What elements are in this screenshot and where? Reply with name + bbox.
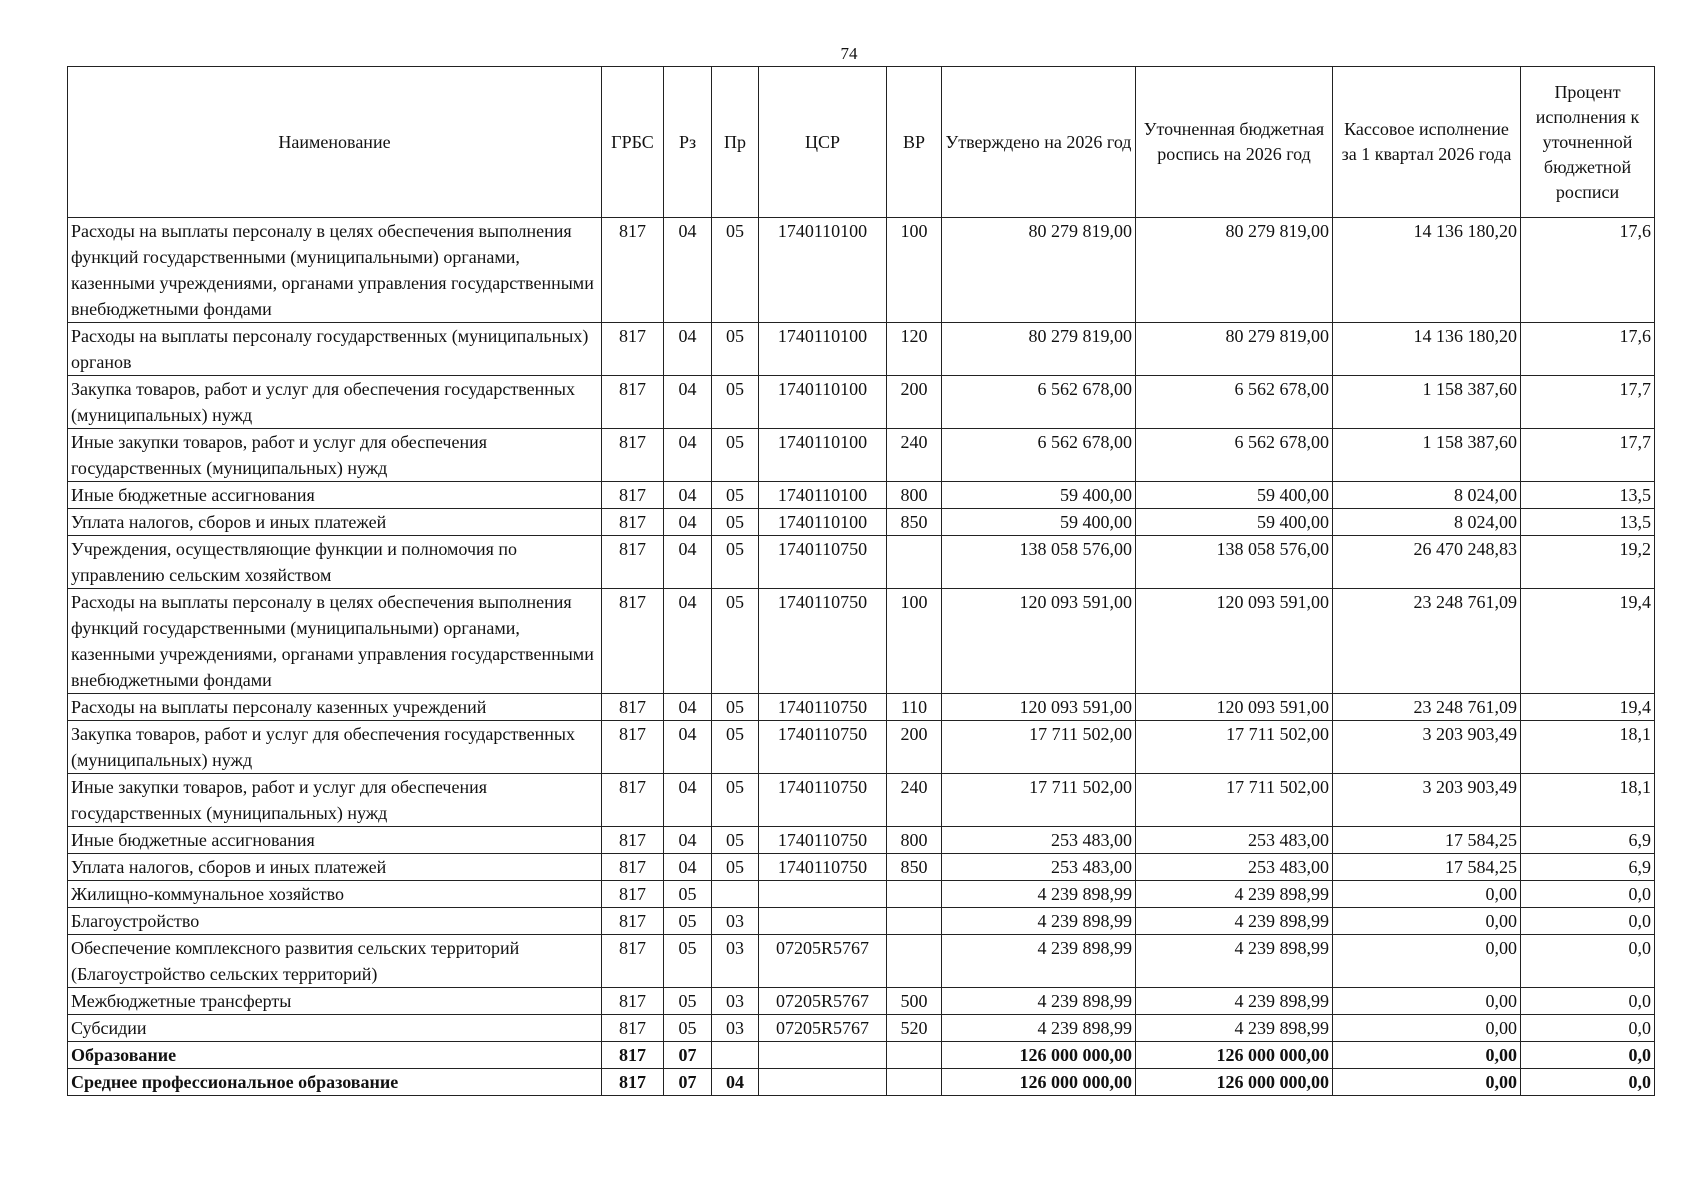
cell-rz: 04 (664, 694, 712, 721)
cell-grbs: 817 (602, 376, 664, 429)
cell-rz: 04 (664, 827, 712, 854)
cell-csr: 1740110100 (759, 509, 887, 536)
cell-pr: 03 (712, 935, 759, 988)
cell-name: Закупка товаров, работ и услуг для обеспечения государственных (муниципальных) нужд (68, 376, 602, 429)
cell-refined: 126 000 000,00 (1136, 1069, 1333, 1096)
cell-percent: 0,0 (1521, 1015, 1655, 1042)
cell-vr (887, 935, 942, 988)
cell-refined: 4 239 898,99 (1136, 1015, 1333, 1042)
cell-approved: 120 093 591,00 (942, 589, 1136, 694)
cell-grbs: 817 (602, 908, 664, 935)
cell-percent: 17,7 (1521, 376, 1655, 429)
cell-cash: 0,00 (1333, 881, 1521, 908)
cell-csr: 1740110750 (759, 536, 887, 589)
cell-refined: 138 058 576,00 (1136, 536, 1333, 589)
cell-rz: 04 (664, 323, 712, 376)
cell-refined: 4 239 898,99 (1136, 881, 1333, 908)
cell-csr: 1740110750 (759, 774, 887, 827)
cell-grbs: 817 (602, 589, 664, 694)
cell-pr: 05 (712, 589, 759, 694)
cell-percent: 18,1 (1521, 721, 1655, 774)
cell-grbs: 817 (602, 1042, 664, 1069)
cell-csr (759, 908, 887, 935)
table-row (68, 536, 1655, 589)
table-row (68, 988, 1655, 1015)
cell-rz: 07 (664, 1069, 712, 1096)
cell-vr: 850 (887, 854, 942, 881)
table-row (68, 854, 1655, 881)
cell-name: Расходы на выплаты персоналу в целях обеспечения выполнения функций государственными (муниципальными) органами, казенными учреждениями, органами управления государственными внебюджетными фондами (68, 589, 602, 694)
table-row (68, 429, 1655, 482)
cell-csr (759, 1042, 887, 1069)
header-cash: Кассовое исполнение за 1 квартал 2026 года (1333, 67, 1521, 218)
cell-name: Расходы на выплаты персоналу государственных (муниципальных) органов (68, 323, 602, 376)
cell-csr: 1740110100 (759, 482, 887, 509)
cell-percent: 19,4 (1521, 589, 1655, 694)
cell-vr: 120 (887, 323, 942, 376)
cell-rz: 05 (664, 988, 712, 1015)
cell-cash: 0,00 (1333, 1042, 1521, 1069)
cell-name: Закупка товаров, работ и услуг для обеспечения государственных (муниципальных) нужд (68, 721, 602, 774)
table-row (68, 376, 1655, 429)
cell-percent: 0,0 (1521, 908, 1655, 935)
cell-csr: 07205R5767 (759, 935, 887, 988)
cell-pr: 03 (712, 988, 759, 1015)
cell-approved: 17 711 502,00 (942, 774, 1136, 827)
cell-vr (887, 1042, 942, 1069)
cell-vr (887, 908, 942, 935)
cell-cash: 17 584,25 (1333, 827, 1521, 854)
cell-percent: 17,6 (1521, 323, 1655, 376)
table-row (68, 827, 1655, 854)
cell-cash: 0,00 (1333, 908, 1521, 935)
cell-pr: 04 (712, 1069, 759, 1096)
cell-rz: 05 (664, 881, 712, 908)
cell-percent: 13,5 (1521, 509, 1655, 536)
header-name: Наименование (68, 67, 602, 218)
cell-refined: 253 483,00 (1136, 827, 1333, 854)
cell-csr: 1740110100 (759, 218, 887, 323)
cell-cash: 17 584,25 (1333, 854, 1521, 881)
table-row (68, 323, 1655, 376)
cell-vr: 800 (887, 482, 942, 509)
table-row (68, 218, 1655, 323)
cell-vr: 850 (887, 509, 942, 536)
cell-pr: 05 (712, 429, 759, 482)
table-row (68, 509, 1655, 536)
cell-refined: 4 239 898,99 (1136, 908, 1333, 935)
cell-cash: 14 136 180,20 (1333, 218, 1521, 323)
cell-cash: 14 136 180,20 (1333, 323, 1521, 376)
cell-rz: 04 (664, 721, 712, 774)
cell-rz: 04 (664, 854, 712, 881)
cell-vr (887, 536, 942, 589)
cell-percent: 6,9 (1521, 827, 1655, 854)
cell-refined: 120 093 591,00 (1136, 694, 1333, 721)
header-approved: Утверждено на 2026 год (942, 67, 1136, 218)
cell-grbs: 817 (602, 935, 664, 988)
cell-csr: 1740110750 (759, 854, 887, 881)
cell-approved: 59 400,00 (942, 509, 1136, 536)
cell-percent: 0,0 (1521, 988, 1655, 1015)
cell-vr: 100 (887, 218, 942, 323)
cell-percent: 17,7 (1521, 429, 1655, 482)
cell-pr: 05 (712, 218, 759, 323)
cell-grbs: 817 (602, 721, 664, 774)
table-row (68, 774, 1655, 827)
cell-refined: 253 483,00 (1136, 854, 1333, 881)
cell-vr (887, 881, 942, 908)
cell-name: Уплата налогов, сборов и иных платежей (68, 854, 602, 881)
cell-approved: 4 239 898,99 (942, 1015, 1136, 1042)
cell-grbs: 817 (602, 429, 664, 482)
cell-name: Иные бюджетные ассигнования (68, 482, 602, 509)
header-refined: Уточненная бюджетная роспись на 2026 год (1136, 67, 1333, 218)
cell-refined: 17 711 502,00 (1136, 774, 1333, 827)
cell-csr (759, 881, 887, 908)
cell-vr: 240 (887, 774, 942, 827)
cell-name: Межбюджетные трансферты (68, 988, 602, 1015)
cell-percent: 18,1 (1521, 774, 1655, 827)
cell-grbs: 817 (602, 827, 664, 854)
cell-grbs: 817 (602, 854, 664, 881)
cell-rz: 04 (664, 589, 712, 694)
cell-rz: 05 (664, 1015, 712, 1042)
cell-rz: 07 (664, 1042, 712, 1069)
cell-csr: 1740110100 (759, 429, 887, 482)
cell-grbs: 817 (602, 482, 664, 509)
cell-pr: 03 (712, 1015, 759, 1042)
cell-csr: 1740110750 (759, 694, 887, 721)
table-row (68, 1069, 1655, 1096)
cell-csr: 07205R5767 (759, 988, 887, 1015)
cell-grbs: 817 (602, 988, 664, 1015)
cell-rz: 04 (664, 429, 712, 482)
cell-vr: 100 (887, 589, 942, 694)
cell-cash: 1 158 387,60 (1333, 429, 1521, 482)
cell-percent: 17,6 (1521, 218, 1655, 323)
cell-refined: 6 562 678,00 (1136, 376, 1333, 429)
cell-rz: 04 (664, 218, 712, 323)
cell-percent: 0,0 (1521, 935, 1655, 988)
cell-pr: 05 (712, 536, 759, 589)
cell-name: Иные бюджетные ассигнования (68, 827, 602, 854)
cell-grbs: 817 (602, 509, 664, 536)
cell-pr: 05 (712, 509, 759, 536)
cell-pr: 05 (712, 854, 759, 881)
cell-vr: 110 (887, 694, 942, 721)
table-row (68, 1015, 1655, 1042)
cell-vr (887, 1069, 942, 1096)
cell-grbs: 817 (602, 774, 664, 827)
cell-grbs: 817 (602, 1069, 664, 1096)
cell-name: Благоустройство (68, 908, 602, 935)
header-grbs: ГРБС (602, 67, 664, 218)
cell-refined: 59 400,00 (1136, 509, 1333, 536)
cell-approved: 6 562 678,00 (942, 376, 1136, 429)
cell-refined: 4 239 898,99 (1136, 988, 1333, 1015)
cell-approved: 4 239 898,99 (942, 908, 1136, 935)
cell-refined: 4 239 898,99 (1136, 935, 1333, 988)
cell-rz: 04 (664, 509, 712, 536)
cell-percent: 6,9 (1521, 854, 1655, 881)
cell-grbs: 817 (602, 694, 664, 721)
cell-grbs: 817 (602, 1015, 664, 1042)
cell-percent: 19,2 (1521, 536, 1655, 589)
table-body (68, 218, 1655, 1096)
cell-approved: 6 562 678,00 (942, 429, 1136, 482)
cell-vr: 200 (887, 376, 942, 429)
cell-grbs: 817 (602, 218, 664, 323)
cell-pr: 03 (712, 908, 759, 935)
cell-approved: 59 400,00 (942, 482, 1136, 509)
cell-vr: 240 (887, 429, 942, 482)
cell-grbs: 817 (602, 536, 664, 589)
cell-name: Среднее профессиональное образование (68, 1069, 602, 1096)
cell-approved: 253 483,00 (942, 827, 1136, 854)
cell-percent: 19,4 (1521, 694, 1655, 721)
cell-rz: 05 (664, 935, 712, 988)
cell-name: Иные закупки товаров, работ и услуг для обеспечения государственных (муниципальных) нужд (68, 774, 602, 827)
cell-percent: 13,5 (1521, 482, 1655, 509)
cell-rz: 04 (664, 482, 712, 509)
cell-rz: 05 (664, 908, 712, 935)
cell-rz: 04 (664, 376, 712, 429)
cell-grbs: 817 (602, 881, 664, 908)
cell-pr: 05 (712, 694, 759, 721)
cell-pr (712, 881, 759, 908)
cell-name: Расходы на выплаты персоналу в целях обеспечения выполнения функций государственными (муниципальными) органами, казенными учреждениями, органами управления государственными внебюджетными фондами (68, 218, 602, 323)
cell-vr: 800 (887, 827, 942, 854)
cell-cash: 1 158 387,60 (1333, 376, 1521, 429)
cell-pr (712, 1042, 759, 1069)
cell-approved: 126 000 000,00 (942, 1042, 1136, 1069)
cell-percent: 0,0 (1521, 881, 1655, 908)
cell-cash: 0,00 (1333, 1069, 1521, 1096)
header-csr: ЦСР (759, 67, 887, 218)
cell-name: Иные закупки товаров, работ и услуг для обеспечения государственных (муниципальных) нужд (68, 429, 602, 482)
cell-cash: 8 024,00 (1333, 509, 1521, 536)
cell-approved: 4 239 898,99 (942, 881, 1136, 908)
cell-percent: 0,0 (1521, 1042, 1655, 1069)
cell-refined: 80 279 819,00 (1136, 218, 1333, 323)
cell-approved: 80 279 819,00 (942, 218, 1136, 323)
cell-name: Обеспечение комплексного развития сельских территорий (Благоустройство сельских территорий) (68, 935, 602, 988)
header-vr: ВР (887, 67, 942, 218)
cell-refined: 17 711 502,00 (1136, 721, 1333, 774)
cell-cash: 3 203 903,49 (1333, 721, 1521, 774)
cell-rz: 04 (664, 774, 712, 827)
cell-cash: 0,00 (1333, 935, 1521, 988)
table-row (68, 589, 1655, 694)
header-pr: Пр (712, 67, 759, 218)
cell-name: Учреждения, осуществляющие функции и полномочия по управлению сельским хозяйством (68, 536, 602, 589)
cell-vr: 520 (887, 1015, 942, 1042)
cell-name: Субсидии (68, 1015, 602, 1042)
cell-approved: 17 711 502,00 (942, 721, 1136, 774)
cell-refined: 59 400,00 (1136, 482, 1333, 509)
cell-cash: 23 248 761,09 (1333, 589, 1521, 694)
table-row (68, 908, 1655, 935)
cell-csr: 1740110750 (759, 589, 887, 694)
cell-csr: 1740110100 (759, 376, 887, 429)
cell-csr: 1740110750 (759, 827, 887, 854)
cell-approved: 80 279 819,00 (942, 323, 1136, 376)
page-number: 74 (840, 44, 858, 63)
cell-pr: 05 (712, 721, 759, 774)
cell-approved: 120 093 591,00 (942, 694, 1136, 721)
cell-approved: 253 483,00 (942, 854, 1136, 881)
budget-execution-table (67, 66, 1655, 1096)
cell-approved: 4 239 898,99 (942, 988, 1136, 1015)
cell-csr: 1740110100 (759, 323, 887, 376)
cell-percent: 0,0 (1521, 1069, 1655, 1096)
cell-cash: 3 203 903,49 (1333, 774, 1521, 827)
cell-name: Уплата налогов, сборов и иных платежей (68, 509, 602, 536)
cell-name: Образование (68, 1042, 602, 1069)
cell-pr: 05 (712, 482, 759, 509)
cell-pr: 05 (712, 827, 759, 854)
table-row (68, 694, 1655, 721)
cell-csr: 07205R5767 (759, 1015, 887, 1042)
cell-cash: 0,00 (1333, 988, 1521, 1015)
cell-name: Расходы на выплаты персоналу казенных учреждений (68, 694, 602, 721)
cell-approved: 4 239 898,99 (942, 935, 1136, 988)
table-row (68, 1042, 1655, 1069)
cell-cash: 23 248 761,09 (1333, 694, 1521, 721)
table-header-row (68, 67, 1655, 218)
table-row (68, 721, 1655, 774)
cell-pr: 05 (712, 323, 759, 376)
cell-rz: 04 (664, 536, 712, 589)
cell-refined: 80 279 819,00 (1136, 323, 1333, 376)
cell-approved: 126 000 000,00 (942, 1069, 1136, 1096)
table-row (68, 482, 1655, 509)
cell-approved: 138 058 576,00 (942, 536, 1136, 589)
cell-csr (759, 1069, 887, 1096)
cell-vr: 500 (887, 988, 942, 1015)
cell-grbs: 817 (602, 323, 664, 376)
cell-cash: 8 024,00 (1333, 482, 1521, 509)
cell-csr: 1740110750 (759, 721, 887, 774)
table-row (68, 935, 1655, 988)
cell-name: Жилищно-коммунальное хозяйство (68, 881, 602, 908)
cell-cash: 0,00 (1333, 1015, 1521, 1042)
cell-cash: 26 470 248,83 (1333, 536, 1521, 589)
cell-refined: 120 093 591,00 (1136, 589, 1333, 694)
cell-pr: 05 (712, 774, 759, 827)
cell-vr: 200 (887, 721, 942, 774)
cell-pr: 05 (712, 376, 759, 429)
cell-refined: 6 562 678,00 (1136, 429, 1333, 482)
header-rz: Рз (664, 67, 712, 218)
header-percent: Процент исполнения к уточненной бюджетной росписи (1521, 67, 1655, 218)
table-row (68, 881, 1655, 908)
cell-refined: 126 000 000,00 (1136, 1042, 1333, 1069)
